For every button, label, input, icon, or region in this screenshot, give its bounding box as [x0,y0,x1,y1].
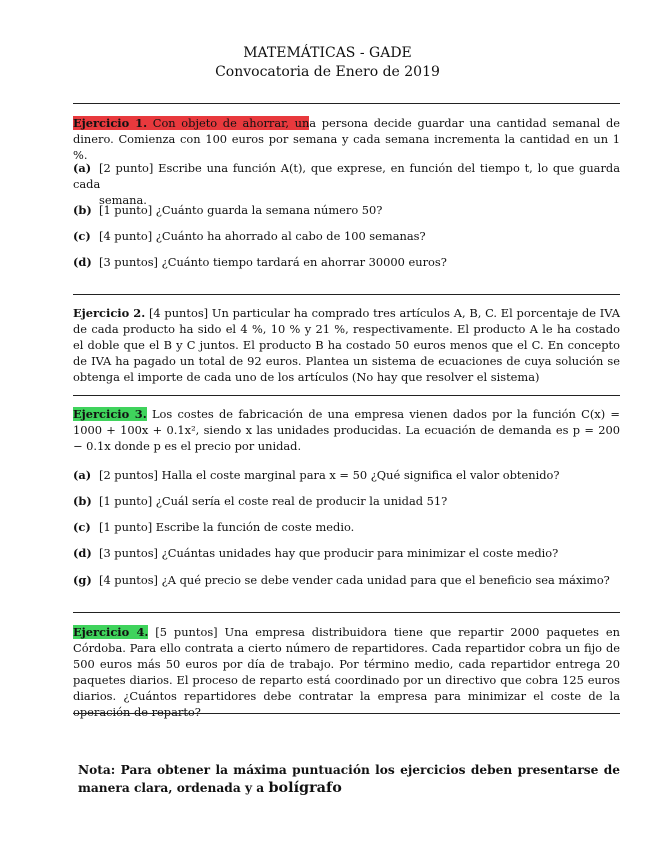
exam-title: MATEMÁTICAS - GADE [243,45,412,61]
divider [73,103,620,104]
note-emphasis: bolígrafo [268,779,342,796]
exercise-3-item-g [73,572,620,588]
item-text: [1 punto] ¿Cuál sería el coste real de producir la unidad 51? [99,494,448,508]
note-text: Nota: Para obtener la máxima puntuación los ejercicios deben presentarse de manera clara, ordenada y a [78,763,620,795]
exercise-3 [73,406,620,454]
exercise-1-item-a [73,160,620,208]
item-text: [3 puntos] ¿Cuánto tiempo tardará en ahorrar 30000 euros? [99,255,447,269]
item-text-cont: semana. [99,193,147,207]
exercise-1-item-c [73,228,620,244]
exercise-3-item-d [73,545,620,561]
exercise-1-item-b [73,202,620,218]
exercise-3-label: Ejercicio 3. [73,407,147,421]
exercise-3-text: Los costes de fabricación de una empresa vienen dados por la función C(x) = 1000 + 100x + 0.1x², siendo x las unidades producidas. La ecuación de demanda es p = 200 − 0.1x donde p es el precio por unidad. [73,407,620,453]
exercise-1-item-d [73,254,620,270]
item-label: (g) [73,573,92,587]
exercise-4-label: Ejercicio 4. [73,625,149,639]
divider [73,713,620,714]
exercise-2-label: Ejercicio 2. [73,306,146,320]
item-label: (d) [73,255,92,269]
exercise-1-highlight: Con objeto de ahorrar, un [147,116,310,130]
divider [73,612,620,613]
note [78,761,620,797]
item-text: [4 puntos] ¿A qué precio se debe vender cada unidad para que el beneficio sea máximo? [99,573,610,587]
item-text: [1 punto] Escribe la función de coste medio. [99,520,355,534]
item-text: [1 punto] ¿Cuánto guarda la semana número 50? [99,203,383,217]
exam-subtitle: Convocatoria de Enero de 2019 [215,64,440,80]
item-label: (a) [73,468,92,482]
item-label: (c) [73,520,91,534]
exercise-4-text: [5 puntos] Una empresa distribuidora tiene que repartir 2000 paquetes en Córdoba. Para ello contrata a cierto número de repartidores. Cada repartidor cobra un fijo de 500 euros más 50 euros por día de trabajo. Por término medio, cada repartidor entrega 20 paquetes diarios. El proceso de reparto está coordinado por un directivo que cobra 125 euros diarios. ¿Cuántos repartidores debe contratar la empresa para minimizar el coste de la operación de reparto? [73,625,620,719]
item-label: (c) [73,229,91,243]
exercise-4 [73,624,620,720]
item-text: [2 puntos] Halla el coste marginal para x = 50 ¿Qué significa el valor obtenido? [99,468,560,482]
item-text: [2 punto] Escribe una función A(t), que exprese, en función del tiempo t, lo que guarda cada [73,161,620,191]
exercise-1 [73,115,620,163]
exercise-1-text: a persona decide guardar una cantidad semanal de dinero. Comienza con 100 euros por semana y cada semana incrementa la cantidad en un 1 %. [73,116,620,162]
exercise-2 [73,305,620,385]
exercise-1-label: Ejercicio 1. [73,116,148,130]
item-label: (a) [73,161,92,175]
item-text: [3 puntos] ¿Cuántas unidades hay que producir para minimizar el coste medio? [99,546,559,560]
header [0,44,655,82]
exercise-3-item-b [73,493,620,509]
item-label: (b) [73,203,92,217]
item-label: (d) [73,546,92,560]
divider [73,294,620,295]
exercise-2-text: [4 puntos] Un particular ha comprado tres artículos A, B, C. El porcentaje de IVA de cada producto ha sido el 4 %, 10 % y 21 %, respectivamente. El producto A le ha costado el doble que el B y C juntos. El producto B ha costado 50 euros menos que el C. En concepto de IVA ha pagado un total de 92 euros. Plantea un sistema de ecuaciones de cuya solución se obtenga el importe de cada uno de los artículos (No hay que resolver el sistema) [73,306,620,384]
item-label: (b) [73,494,92,508]
divider [73,395,620,396]
exercise-3-item-a [73,467,620,483]
exercise-3-item-c [73,519,620,535]
item-text: [4 punto] ¿Cuánto ha ahorrado al cabo de 100 semanas? [99,229,426,243]
